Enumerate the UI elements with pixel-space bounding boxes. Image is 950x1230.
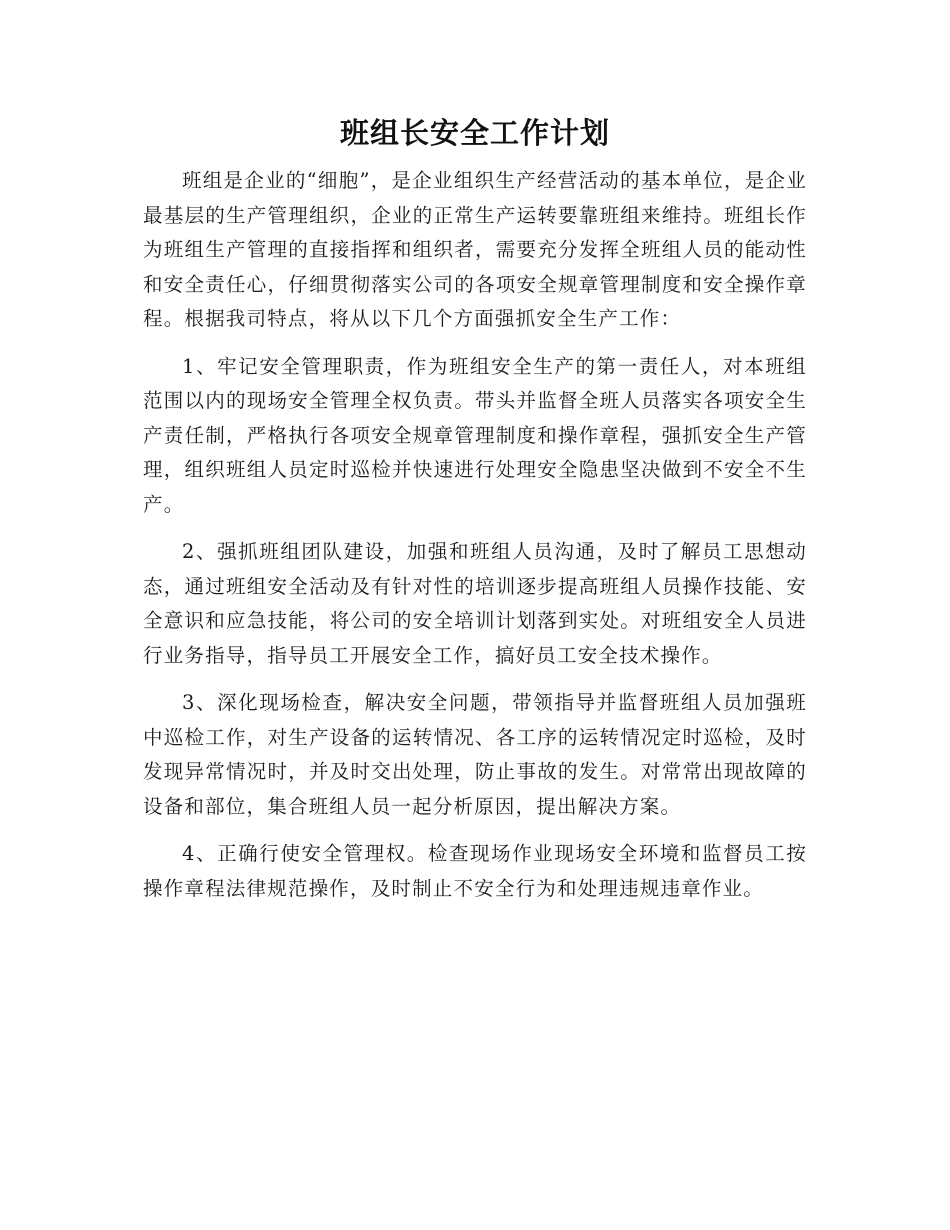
intro-paragraph: 班组是企业的“细胞”，是企业组织生产经营活动的基本单位，是企业最基层的生产管理组织，企业的正常生产运转要靠班组来维持。班组长作为班组生产管理的直接指挥和组织者，需要充分发挥全班组人员的能动性和安全责任心，仔细贯彻落实公司的各项安全规章管理制度和安全操作章程。根据我司特点，将从以下几个方面强抓安全生产工作：: [143, 169, 807, 330]
document-title: 班组长安全工作计划: [339, 116, 610, 150]
item-1-paragraph: 1、牢记安全管理职责，作为班组安全生产的第一责任人，对本班组范围以内的现场安全管理全权负责。带头并监督全班人员落实各项安全生产责任制，严格执行各项安全规章管理制度和操作章程，强抓安全生产管理，组织班组人员定时巡检并快速进行处理安全隐患坚决做到不安全不生产。: [143, 354, 807, 516]
item-4-paragraph: 4、正确行使安全管理权。检查现场作业现场安全环境和监督员工按操作章程法律规范操作，及时制止不安全行为和处理违规违章作业。: [143, 842, 807, 900]
document-body: [143, 112, 807, 919]
item-3-paragraph: 3、深化现场检查，解决安全问题，带领指导并监督班组人员加强班中巡检工作，对生产设备的运转情况、各工序的运转情况定时巡检，及时发现异常情况时，并及时交出处理，防止事故的发生。对常常出现故障的设备和部位，集合班组人员一起分析原因，提出解决方案。: [143, 691, 807, 818]
item-2-paragraph: 2、强抓班组团队建设，加强和班组人员沟通，及时了解员工思想动态，通过班组安全活动及有针对性的培训逐步提高班组人员操作技能、安全意识和应急技能，将公司的安全培训计划落到实处。对班组安全人员进行业务指导，指导员工开展安全工作，搞好员工安全技术操作。: [143, 540, 807, 667]
